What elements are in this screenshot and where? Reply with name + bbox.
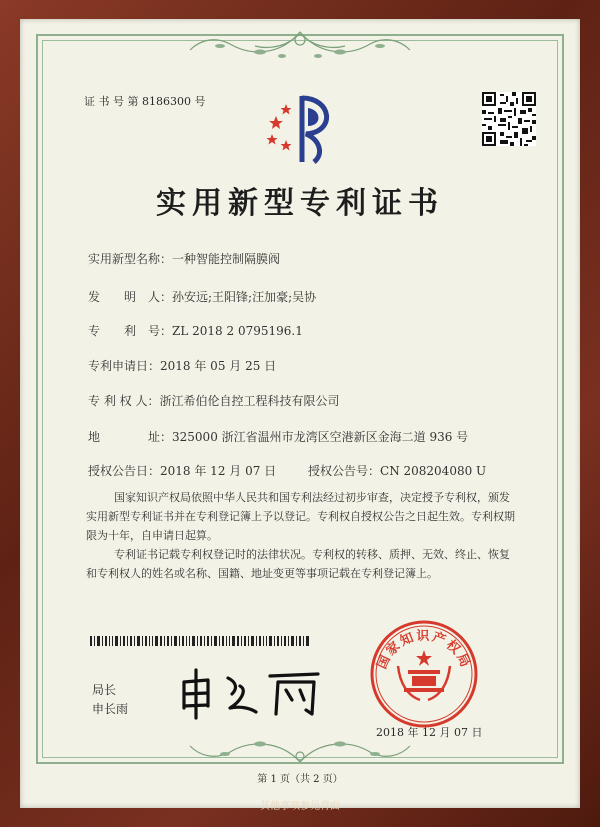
inventor-value: 孙安远;王阳锋;汪加豪;吴协 bbox=[172, 290, 317, 304]
top-floral-ornament bbox=[160, 26, 440, 66]
seal-date: 2018 年 12 月 07 日 bbox=[376, 726, 483, 739]
grant-number-label: 授权公告号： bbox=[308, 464, 381, 478]
grant-number-value: CN 208204080 U bbox=[380, 464, 487, 478]
back-side-note: 其他事项参见背面 bbox=[260, 801, 340, 812]
certificate-number: 证 书 号 第 8186300 号 bbox=[84, 95, 206, 108]
patent-number-label: 专 利 号： bbox=[88, 324, 173, 338]
application-date-label: 专利申请日： bbox=[88, 359, 161, 373]
address-value: 325000 浙江省温州市龙湾区空港新区金海二道 936 号 bbox=[172, 430, 469, 444]
address-label: 地 址： bbox=[88, 430, 173, 444]
utility-model-name-label: 实用新型名称： bbox=[88, 252, 173, 266]
page-number: 第 1 页（共 2 页） bbox=[257, 774, 343, 785]
patent-number-row bbox=[88, 322, 303, 339]
grant-date-row bbox=[88, 462, 276, 479]
patentee-row bbox=[88, 392, 339, 409]
registry-statement-paragraph: 专利证书记载专利权登记时的法律状况。专利权的转移、质押、无效、终止、恢复和专利权人的姓名或名称、国籍、地址变更等事项记载在专利登记簿上。 bbox=[86, 548, 510, 580]
inventor-label: 发 明 人： bbox=[88, 290, 173, 304]
official-seal bbox=[368, 618, 480, 730]
barcode bbox=[90, 636, 310, 646]
director-name: 申长雨 bbox=[92, 702, 129, 716]
application-date-value: 2018 年 05 月 25 日 bbox=[160, 359, 277, 373]
patentee-value: 浙江希伯伦自控工程科技有限公司 bbox=[159, 394, 340, 408]
patent-office-logo bbox=[262, 88, 342, 168]
address-row bbox=[88, 428, 468, 445]
qr-code bbox=[482, 92, 536, 146]
application-date-row bbox=[88, 357, 276, 374]
seal-text: 国家知识产权局 bbox=[374, 628, 474, 672]
grant-date-label: 授权公告日： bbox=[88, 464, 161, 478]
utility-model-name-row bbox=[88, 250, 280, 267]
director-signature bbox=[178, 668, 328, 720]
patent-number-value: ZL 2018 2 0795196.1 bbox=[172, 324, 303, 338]
director-title: 局长 bbox=[92, 683, 117, 697]
utility-model-name-value: 一种智能控制隔膜阀 bbox=[172, 252, 281, 266]
inventor-row bbox=[88, 288, 316, 305]
patentee-label: 专 利 权 人： bbox=[88, 394, 160, 408]
grant-statement-paragraph: 国家知识产权局依照中华人民共和国专利法经过初步审查，决定授予专利权，颁发实用新型专利证书并在专利登记簿上予以登记。专利权自授权公告之日起生效。专利权期限为十年，自申请日起算。 bbox=[86, 491, 515, 542]
certificate-title: 实用新型专利证书 bbox=[156, 186, 444, 221]
grant-date-value: 2018 年 12 月 07 日 bbox=[160, 464, 277, 478]
grant-number-row bbox=[308, 462, 486, 479]
